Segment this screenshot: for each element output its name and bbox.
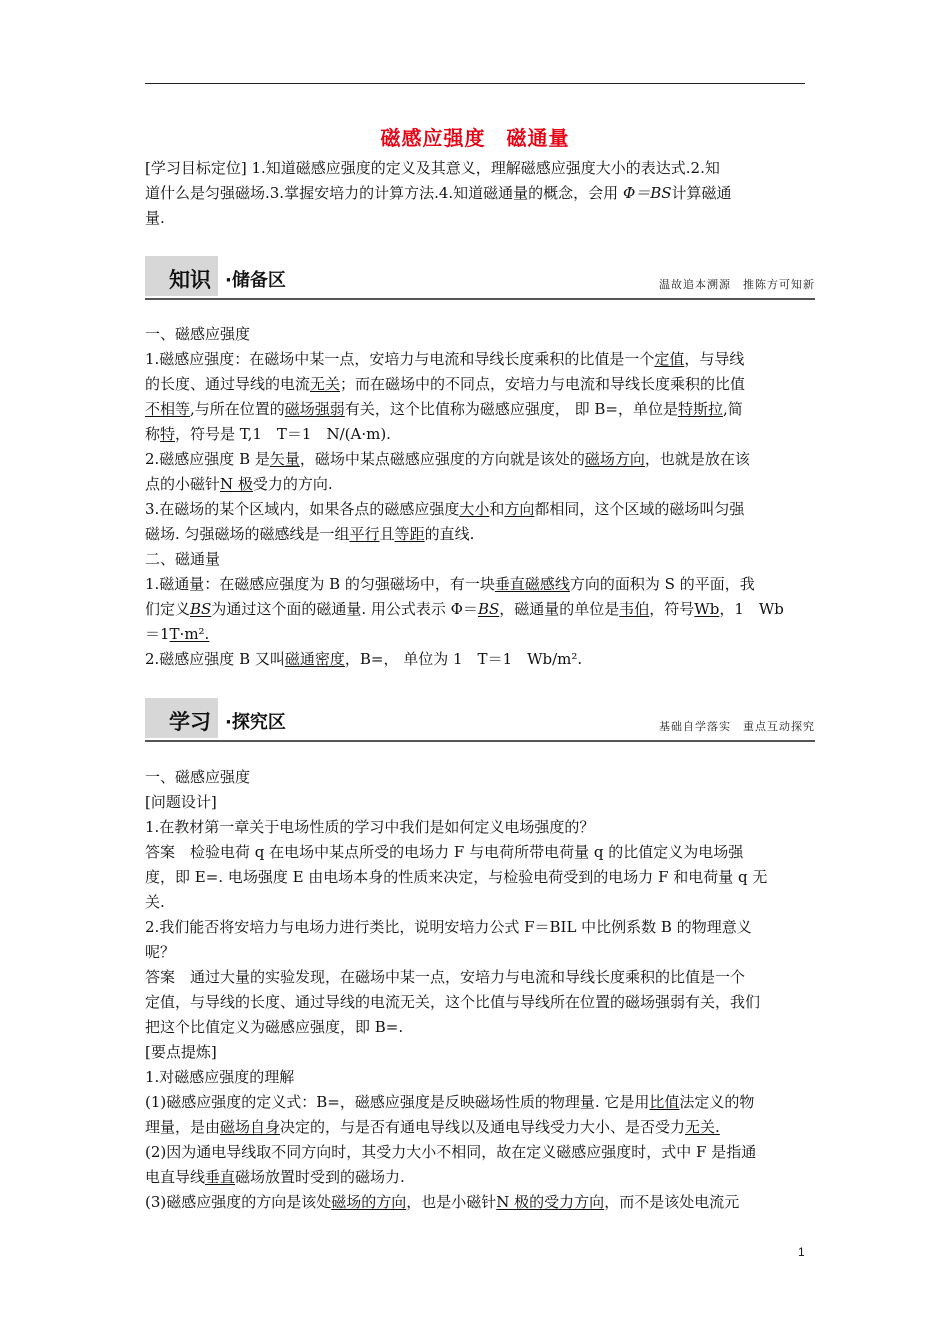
question-2a: 2.我们能否将安培力与电场力进行类比，说明安培力公式 F＝BIL 中比例系数 B 的物理意义 — [145, 918, 752, 936]
key-points-label: [要点提炼] — [145, 1043, 217, 1061]
section-tab-label: 知识 — [169, 268, 211, 292]
key-point-1a: (1)磁感应强度的定义式：B=，磁感应强度是反映磁场性质的物理量. 它是用比值法定义的物 — [145, 1093, 755, 1111]
page-number: 1 — [798, 1245, 805, 1259]
section-subtitle: ·储备区 — [225, 270, 286, 291]
problem-design-label: [问题设计] — [145, 793, 217, 811]
para-flux-1b: 们定义BS为通过这个面的磁通量. 用公式表示 Φ＝BS，磁通量的单位是韦伯，符号Wb，1 Wb — [145, 600, 784, 618]
para-flux-1c: ＝1T·m². — [145, 625, 210, 643]
flux-formula: Φ＝BS — [622, 184, 672, 202]
page-title: 磁感应强度 磁通量 — [380, 126, 570, 150]
objectives-line-2: 道什么是匀强磁场.3.掌握安培力的计算方法.4.知道磁通量的概念，会用 Φ＝BS计算磁通 — [145, 184, 732, 202]
objectives-line-1: [学习目标定位] 1.知道磁感应强度的定义及其意义，理解磁感应强度大小的表达式.2.知 — [145, 159, 720, 177]
answer-2c: 把这个比值定义为磁感应强度，即 B=. — [145, 1018, 404, 1036]
answer-2a: 答案 通过大量的实验发现，在磁场中某一点，安培力与电流和导线长度乘积的比值是一个 — [145, 968, 746, 986]
section-motto: 温故追本溯源 推陈方可知新 — [659, 278, 815, 291]
para-1d: 称特，符号是 T,1 T＝1 N/(A·m). — [145, 425, 391, 443]
question-1: 1.在教材第一章关于电场性质的学习中我们是如何定义电场强度的？ — [145, 818, 595, 836]
section-subtitle: ·探究区 — [225, 712, 286, 733]
answer-1a: 答案 检验电荷 q 在电场中某点所受的电场力 F 与电荷所带电荷量 q 的比值定义为电场强 — [145, 843, 744, 861]
answer-1c: 关. — [145, 893, 165, 911]
para-3a: 3.在磁场的某个区域内，如果各点的磁感应强度大小和方向都相同，这个区域的磁场叫匀强 — [145, 500, 745, 518]
section-rule — [145, 298, 815, 300]
key-point-3: (3)磁感应强度的方向是该处磁场的方向，也是小磁针N 极的受力方向，而不是该处电流元 — [145, 1193, 740, 1211]
para-3b: 磁场. 匀强磁场的磁感线是一组平行且等距的直线. — [145, 525, 475, 543]
section-rule — [145, 740, 815, 742]
para-flux-1a: 1.磁通量：在磁感应强度为 B 的匀强磁场中，有一块垂直磁感线方向的面积为 S 的平面，我 — [145, 575, 755, 593]
section-tab-label: 学习 — [169, 710, 211, 734]
key-point-1: 1.对磁感应强度的理解 — [145, 1068, 295, 1086]
heading-flux: 二、磁通量 — [145, 550, 221, 568]
key-point-1b: 理量，是由磁场自身决定的，与是否有通电导线以及通电导线受力大小、是否受力无关. — [145, 1118, 720, 1136]
heading-b-field: 一、磁感应强度 — [145, 325, 251, 343]
para-1c: 不相等,与所在位置的磁场强弱有关，这个比值称为磁感应强度， 即 B=，单位是特斯拉,简 — [145, 400, 743, 418]
section-motto: 基础自学落实 重点互动探究 — [659, 720, 815, 733]
para-2b: 点的小磁针N 极受力的方向. — [145, 475, 333, 493]
para-1b: 的长度、通过导线的电流无关；而在磁场中的不同点，安培力与电流和导线长度乘积的比值 — [145, 375, 746, 393]
para-flux-2: 2.磁感应强度 B 又叫磁通密度，B=， 单位为 1 T＝1 Wb/m². — [145, 650, 583, 668]
section-header-study — [145, 698, 815, 742]
objectives-line-3: 量. — [145, 209, 165, 227]
question-2b: 呢？ — [145, 943, 176, 961]
para-1a: 1.磁感应强度：在磁场中某一点，安培力与电流和导线长度乘积的比值是一个定值，与导线 — [145, 350, 745, 368]
section-header-knowledge — [145, 256, 815, 300]
answer-2b: 定值，与导线的长度、通过导线的电流无关，这个比值与导线所在位置的磁场强弱有关，我们 — [145, 993, 761, 1011]
key-point-2b: 电直导线垂直磁场放置时受到的磁场力. — [145, 1168, 405, 1186]
para-2a: 2.磁感应强度 B 是矢量，磁场中某点磁感应强度的方向就是该处的磁场方向，也就是放在该 — [145, 450, 750, 468]
key-point-2a: (2)因为通电导线取不同方向时，其受力大小不相同，故在定义磁感应强度时，式中 F 是指通 — [145, 1143, 757, 1161]
heading-b-field-2: 一、磁感应强度 — [145, 768, 251, 786]
header-rule — [145, 83, 805, 84]
answer-1b: 度，即 E=. 电场强度 E 由电场本身的性质来决定，与检验电荷受到的电场力 F 和电荷量 q 无 — [145, 868, 768, 886]
